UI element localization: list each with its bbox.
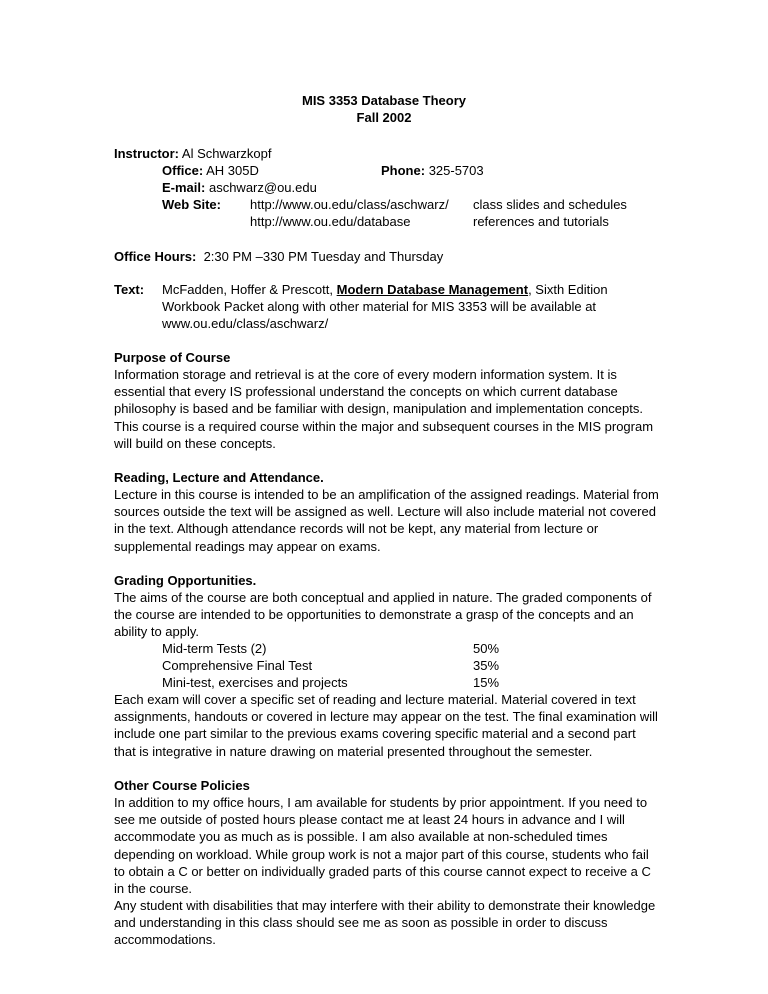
grade-item-name: Mini-test, exercises and projects	[162, 675, 348, 690]
textbook-line	[162, 281, 608, 298]
grade-item-weight: 15%	[473, 675, 500, 690]
policies-body: In addition to my office hours, I am available for students by prior appointment. If you need to see me outside of posted hours please contact me at least 24 hours in advance and I will accommodate you as much as is possible. I am also available at non-scheduled times depending on workload. While group work is not a major part of this course, students who fail to obtain a C or better on individually graded parts of this course cannot expect to receive a C in the course.	[114, 795, 651, 897]
web-url-1[interactable]: http://www.ou.edu/class/aschwarz/	[250, 197, 449, 212]
phone-label: Phone:	[381, 163, 426, 178]
web-desc-2: references and tutorials	[473, 214, 609, 229]
textbook-authors: McFadden, Hoffer & Prescott,	[162, 282, 337, 297]
web-label: Web Site:	[162, 197, 221, 212]
instructor-name: Al Schwarzkopf	[181, 146, 272, 161]
grade-item-name: Comprehensive Final Test	[162, 658, 313, 673]
purpose-body: Information storage and retrieval is at the core of every modern information system. It is essential that every IS professional understand the concepts on which current database philosophy is based and be familiar with design, manipulation and implementation concepts. This course is a required course within the major and subsequent courses in the MIS program will build on these concepts.	[114, 367, 654, 451]
reading-heading: Reading, Lecture and Attendance.	[114, 470, 324, 485]
purpose-heading: Purpose of Course	[114, 350, 231, 365]
phone-value: 325-5703	[428, 163, 484, 178]
web-url-2[interactable]: http://www.ou.edu/database	[250, 214, 411, 229]
web-desc-1: class slides and schedules	[473, 197, 627, 212]
office-hours-label: Office Hours:	[114, 249, 197, 264]
office-hours-value: 2:30 PM –330 PM Tuesday and Thursday	[203, 249, 444, 264]
grade-item-weight: 35%	[473, 658, 500, 673]
phone-line	[381, 162, 484, 179]
grading-intro: The aims of the course are both conceptual and applied in nature. The graded components of the course are intended to be opportunities to demonstrate a grasp of the concepts and an ability to apply.	[114, 590, 652, 640]
course-title: MIS 3353 Database Theory	[301, 93, 467, 108]
text-label: Text:	[114, 282, 145, 297]
email-line	[162, 179, 317, 196]
textbook-title: Modern Database Management	[336, 282, 529, 297]
office-label: Office:	[162, 163, 204, 178]
office-hours-line	[114, 248, 443, 265]
office-line	[162, 162, 259, 179]
email-value[interactable]: aschwarz@ou.edu	[208, 180, 317, 195]
office-value: AH 305D	[206, 163, 259, 178]
email-label: E-mail:	[162, 180, 206, 195]
instructor-line	[114, 145, 272, 162]
workbook-url[interactable]: www.ou.edu/class/aschwarz/	[162, 316, 329, 331]
grade-item-name: Mid-term Tests (2)	[162, 641, 267, 656]
course-term: Fall 2002	[356, 110, 412, 125]
instructor-label: Instructor:	[114, 146, 179, 161]
reading-body: Lecture in this course is intended to be an amplification of the assigned readings. Material from sources outside the text will be assigned as well. Lecture will also include material not covered in the text. Although attendance records will not be kept, any material from lecture or supplemental readings may appear on exams.	[114, 487, 659, 554]
grading-heading: Grading Opportunities.	[114, 573, 257, 588]
grade-item-weight: 50%	[473, 641, 500, 656]
grading-body: Each exam will cover a specific set of reading and lecture material. Material covered in text assignments, handouts or covered in lecture may appear on the test. The final examination will include one part similar to the previous exams covering specific material and a second part that is integrative in nature drawing on material presented throughout the semester.	[114, 692, 658, 759]
disabilities-body: Any student with disabilities that may interfere with their ability to demonstrate their knowledge and understanding in this class should see me as soon as possible in order to discuss accommodations.	[114, 898, 656, 948]
policies-heading: Other Course Policies	[114, 778, 250, 793]
workbook-line: Workbook Packet along with other material for MIS 3353 will be available at	[162, 299, 597, 314]
textbook-edition: , Sixth Edition	[528, 282, 608, 297]
